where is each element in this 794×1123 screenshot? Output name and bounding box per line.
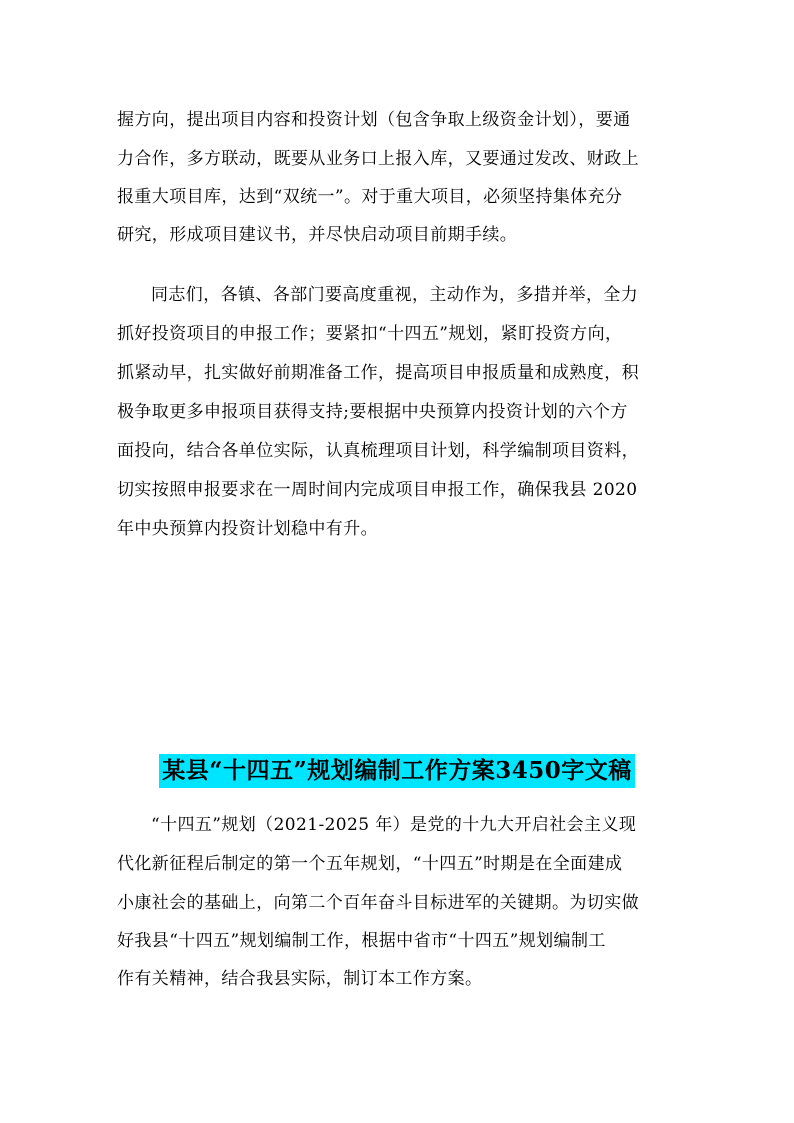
text-line: 面投向，结合各单位实际，认真梳理项目计划，科学编制项目资料， <box>117 441 639 461</box>
text-line: 抓紧动早，扎实做好前期准备工作，提高项目申报质量和成熟度，积 <box>117 363 639 383</box>
text-line: 切实按照申报要求在一周时间内完成项目申报工作，确保我县 2020 <box>117 480 638 500</box>
text-line: 年中央预算内投资计划稳中有升。 <box>117 519 378 539</box>
text-line: 同志们，各镇、各部门要高度重视，主动作为，多措并举，全力 <box>151 285 639 305</box>
text-line: 力合作，多方联动，既要从业务口上报入库，又要通过发改、财政上 <box>117 149 639 169</box>
text-line: 握方向，提出项目内容和投资计划（包含争取上级资金计划），要通 <box>117 110 631 130</box>
text-line: 作有关精神，结合我县实际，制订本工作方案。 <box>117 969 483 989</box>
text-line: 好我县“十四五”规划编制工作，根据中省市“十四五”规划编制工 <box>117 931 606 951</box>
document-heading: 某县“十四五”规划编制工作方案3450字文稿 <box>159 754 634 788</box>
heading-container <box>0 754 794 788</box>
text-line: 报重大项目库，达到“双统一”。对于重大项目，必须坚持集体充分 <box>117 187 623 207</box>
text-line: 抓好投资项目的申报工作；要紧扣“十四五”规划，紧盯投资方向， <box>117 324 623 344</box>
text-line: “十四五”规划（2021-2025 年）是党的十九大开启社会主义现 <box>151 815 637 835</box>
text-line: 代化新征程后制定的第一个五年规划，“十四五”时期是在全面建成 <box>117 854 623 874</box>
text-line: 极争取更多申报项目获得支持;要根据中央预算内投资计划的六个方 <box>117 402 628 422</box>
text-line: 小康社会的基础上，向第二个百年奋斗目标进军的关键期。为切实做 <box>117 893 639 913</box>
text-line: 研究，形成项目建议书，并尽快启动项目前期手续。 <box>117 225 518 245</box>
